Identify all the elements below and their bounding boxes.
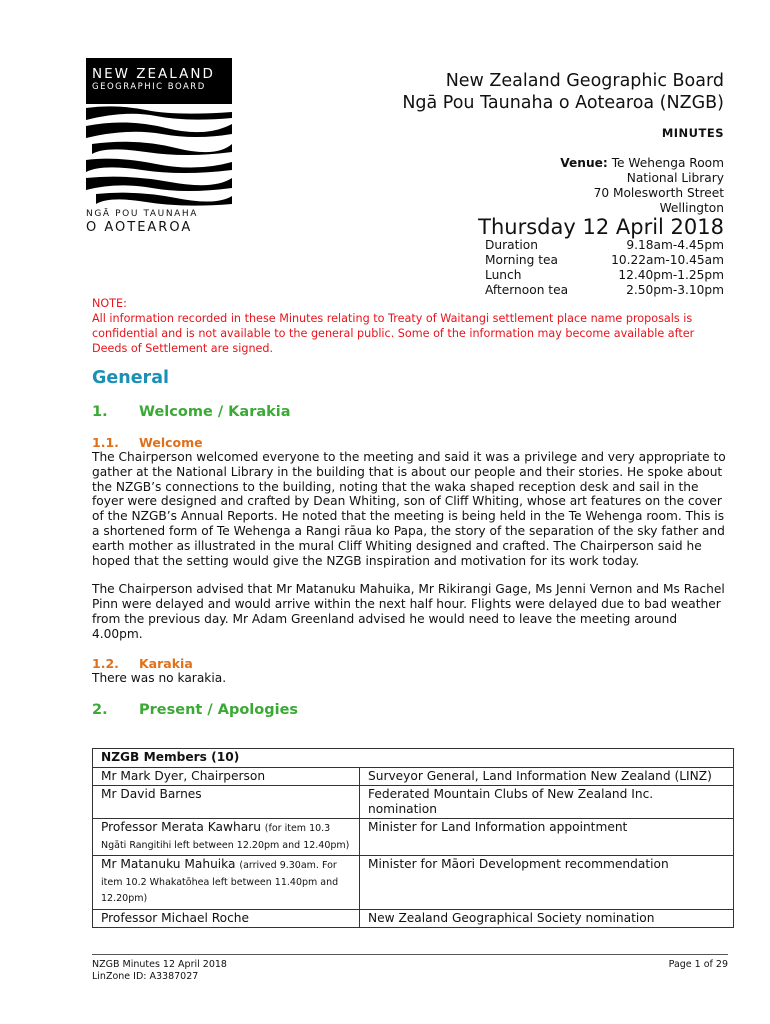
member-role: New Zealand Geographical Society nomination (360, 909, 734, 928)
minutes-body (92, 366, 728, 719)
member-role: Minister for Land Information appointment (360, 819, 734, 856)
schedule-label: Lunch (485, 268, 522, 282)
logo-line-1: NEW ZEALAND (92, 66, 215, 82)
document-title: New Zealand Geographic Board (445, 71, 724, 91)
logo-line-4: O AOTEAROA (86, 220, 193, 235)
paragraph: The Chairperson welcomed everyone to the meeting and said it was a privilege and very appropriate to gather at the National Library in the building that is about our people and their stories. He spoke about the NZGB’s connections to the building, noting that the waka shaped reception desk and sail in the foyer were designed and crafted by Dean Whiting, son of Cliff Whiting, whose art features on the cover of the NZGB’s Annual Reports. He noted that the meeting is being held in the Te Wehenga room. This is a shortened form of Te Wehenga a Rangi rāua ko Papa, the story of the separation of the sky father and earth mother as illustrated in the mural Cliff Whiting designed and crafted. The Chairperson said he hoped that the setting would give the NZGB inspiration and motivation for its work today. (92, 450, 726, 568)
logo-line-3: NGĀ POU TAUNAHA (86, 209, 199, 219)
venue-line: Te Wehenga Room (611, 156, 724, 170)
member-cell (93, 909, 360, 928)
section-number: 2. (92, 702, 108, 719)
section-number: 1. (92, 404, 108, 420)
document-type: MINUTES (661, 126, 724, 140)
schedule-value: 2.50pm-3.10pm (626, 283, 724, 297)
venue-label: Venue: (560, 156, 608, 170)
schedule-label: Morning tea (485, 253, 558, 267)
schedule-label: Duration (485, 238, 538, 252)
subsection-number: 1.1. (92, 435, 119, 450)
member-name: Mr David Barnes (101, 787, 202, 801)
confidentiality-note (92, 296, 728, 356)
section-heading (92, 403, 728, 421)
member-role: Minister for Māori Development recommendation (360, 856, 734, 910)
logo-maori-name (86, 208, 232, 236)
nzgb-logo (86, 58, 232, 246)
subsection-number: 1.2. (92, 655, 119, 671)
schedule-label: Afternoon tea (485, 283, 569, 297)
table-row (93, 767, 734, 786)
section-heading (92, 701, 728, 719)
member-name: Professor Merata Kawharu (101, 820, 261, 834)
table-header-row (93, 749, 734, 768)
member-note: (arrived 9.30am. For item 10.2 Whakatōhea left between 11.40pm and 12.20pm) (101, 860, 339, 904)
footer-doc-name: NZGB Minutes 12 April 2018 (92, 959, 227, 970)
section-title: Present / Apologies (139, 702, 299, 719)
meeting-date: Thursday 12 April 2018 (478, 215, 724, 239)
logo-title-block (86, 58, 232, 104)
note-heading: NOTE: (92, 297, 127, 310)
member-note: (for item 10.3 Ngāti Rangitihi left between 12.20pm and 12.40pm) (101, 823, 350, 851)
schedule-row (485, 238, 724, 253)
note-text: All information recorded in these Minutes relating to Treaty of Waitangi settlement place name proposals is confidential and is not available to the general public. Some of the information may become available after Deeds of Settlement are signed. (92, 312, 695, 355)
member-cell (93, 767, 360, 786)
paragraph: There was no karakia. (92, 670, 227, 685)
subsection-heading (92, 435, 728, 450)
subsection-title: Welcome (139, 435, 203, 450)
schedule-row (485, 268, 724, 283)
schedule-row (485, 253, 724, 268)
paragraph: The Chairperson advised that Mr Matanuku Mahuika, Mr Rikirangi Gage, Ms Jenni Vernon and Ms Rachel Pinn were delayed and would arrive within the next half hour. Flights were delayed due to bad weather from the previous day. Mr Adam Greenland advised he would need to leave the meeting around 4.00pm. (92, 582, 725, 641)
page-footer (92, 954, 728, 983)
member-cell (93, 786, 360, 819)
table-row (93, 819, 734, 856)
section-title: Welcome / Karakia (139, 404, 291, 420)
table-row (93, 856, 734, 910)
member-cell (93, 856, 360, 910)
subsection-heading (92, 656, 728, 671)
member-name: Professor Michael Roche (101, 910, 250, 925)
member-role: Surveyor General, Land Information New Zealand (LINZ) (360, 767, 734, 786)
general-heading: General (92, 368, 169, 388)
member-cell (93, 819, 360, 856)
schedule-value: 10.22am-10.45am (611, 253, 724, 267)
venue-line: National Library (626, 171, 724, 185)
member-role: Federated Mountain Clubs of New Zealand Inc. nomination (360, 786, 734, 819)
subsection-title: Karakia (139, 655, 193, 671)
venue-line: 70 Molesworth Street (593, 186, 724, 200)
page-number: Page 1 of 29 (668, 959, 728, 970)
venue-line: Wellington (659, 201, 724, 215)
table-row (93, 909, 734, 928)
member-name: Mr Matanuku Mahuika (101, 857, 236, 871)
footer-doc-id: LinZone ID: A3387027 (92, 971, 199, 982)
logo-line-2: GEOGRAPHIC BOARD (92, 82, 206, 92)
member-name: Mr Mark Dyer, Chairperson (101, 768, 266, 783)
table-header: NZGB Members (10) (93, 749, 734, 768)
venue-block (560, 156, 724, 216)
members-table (92, 748, 734, 928)
document-subtitle: Ngā Pou Taunaha o Aotearoa (NZGB) (402, 93, 724, 113)
schedule-value: 9.18am-4.45pm (626, 238, 724, 252)
table-row (93, 786, 734, 819)
schedule-value: 12.40pm-1.25pm (618, 268, 724, 282)
schedule-times (485, 238, 724, 298)
logo-brush-art (86, 104, 232, 206)
